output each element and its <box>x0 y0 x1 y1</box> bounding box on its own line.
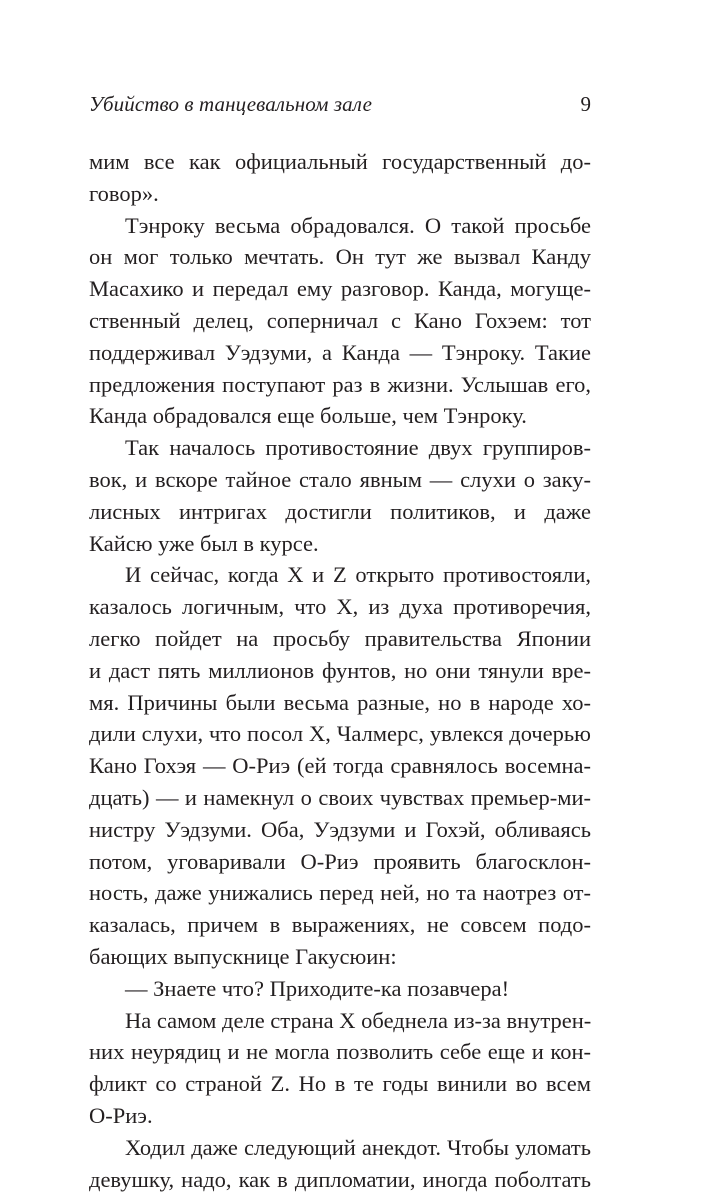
text-line: девушку, надо, как в дипломатии, иногда поболтать <box>89 1164 591 1195</box>
running-title: Убийство в танцевальном зале <box>89 92 372 117</box>
text-line: ственный делец, соперничал с Кано Гохэем: тот <box>89 305 591 337</box>
text-line: лисных интригах достигли политиков, и даже <box>89 496 591 528</box>
text-line: поддерживал Уэдзуми, а Канда — Тэнроку. Такие <box>89 337 591 369</box>
text-line: О-Риэ. <box>89 1100 591 1132</box>
text-line: он мог только мечтать. Он тут же вызвал Канду <box>89 241 591 273</box>
text-line: Тэнроку весьма обрадовался. О такой просьбе <box>89 210 591 242</box>
text-line: фликт со страной Z. Но в те годы винили во всем <box>89 1068 591 1100</box>
text-line: и даст пять миллионов фунтов, но они тянули вре- <box>89 655 591 687</box>
body-text <box>89 146 591 1195</box>
text-line: Кайсю уже был в курсе. <box>89 528 591 560</box>
text-line: — Знаете что? Приходите-ка позавчера! <box>89 973 591 1005</box>
text-line: Канда обрадовался еще больше, чем Тэнроку. <box>89 400 591 432</box>
text-line: Масахико и передал ему разговор. Канда, могуще- <box>89 273 591 305</box>
text-line: И сейчас, когда X и Z открыто противостояли, <box>89 559 591 591</box>
text-line: казалась, причем в выражениях, не совсем подо- <box>89 909 591 941</box>
text-line: мя. Причины были весьма разные, но в народе хо- <box>89 687 591 719</box>
text-line: предложения поступают раз в жизни. Услышав его, <box>89 369 591 401</box>
text-line: них неурядиц и не могла позволить себе еще и кон- <box>89 1036 591 1068</box>
text-line: дили слухи, что посол X, Чалмерс, увлекся дочерью <box>89 718 591 750</box>
text-line: Ходил даже следующий анекдот. Чтобы уломать <box>89 1132 591 1164</box>
text-line: казалось логичным, что X, из духа противоречия, <box>89 591 591 623</box>
text-line: легко пойдет на просьбу правительства Японии <box>89 623 591 655</box>
text-line: бающих выпускнице Гакусюин: <box>89 941 591 973</box>
page-header <box>89 92 591 124</box>
text-line: Кано Гохэя — О-Риэ (ей тогда сравнялось восемна- <box>89 750 591 782</box>
text-line: Так началось противостояние двух группиров- <box>89 432 591 464</box>
text-line: мим все как официальный государственный до- <box>89 146 591 178</box>
text-line: говор». <box>89 178 591 210</box>
text-line: вок, и вскоре тайное стало явным — слухи о заку- <box>89 464 591 496</box>
text-line: нистру Уэдзуми. Оба, Уэдзуми и Гохэй, обливаясь <box>89 814 591 846</box>
text-line: ность, даже унижались перед ней, но та наотрез от- <box>89 877 591 909</box>
text-line: потом, уговаривали О-Риэ проявить благосклон- <box>89 846 591 878</box>
text-line: На самом деле страна X обеднела из-за внутрен- <box>89 1005 591 1037</box>
text-line: дцать) — и намекнул о своих чувствах премьер-ми- <box>89 782 591 814</box>
page-number: 9 <box>581 92 592 117</box>
